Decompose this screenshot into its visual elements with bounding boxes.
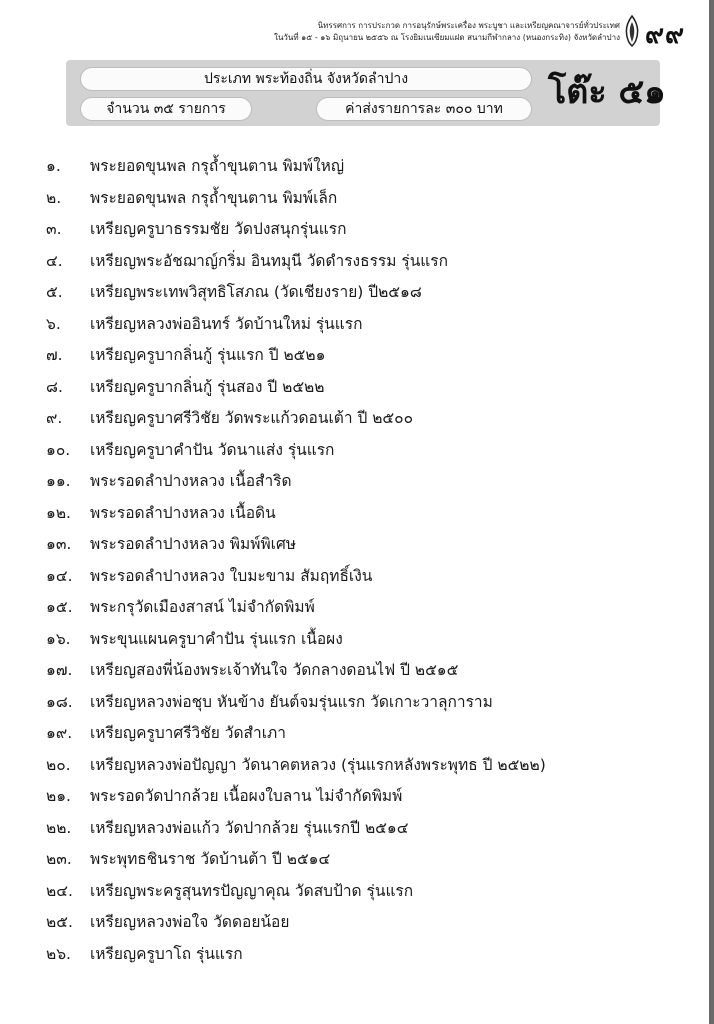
item-number: ๒๔.	[46, 881, 73, 900]
item-text: เหรียญครูบากลิ่นกู้ รุ่นแรก ปี ๒๕๒๑	[90, 346, 326, 364]
item-number: ๘.	[46, 377, 63, 396]
item-text: เหรียญครูบาคำปัน วัดนาแส่ง รุ่นแรก	[90, 440, 335, 459]
item-text: เหรียญครูบากลิ่นกู้ รุ่นสอง ปี ๒๕๒๒	[90, 377, 325, 396]
item-text: พระยอดขุนพล กรุถ้ำขุนตาน พิมพ์เล็ก	[90, 188, 338, 207]
item-text: เหรียญครูบาธรรมชัย วัดปงสนุกรุ่นแรก	[90, 220, 347, 238]
item-text: พระรอดลำปางหลวง เนื้อสำริด	[90, 472, 292, 490]
item-number: ๑๙.	[46, 724, 73, 742]
list-item	[46, 718, 646, 750]
item-number: ๑.	[46, 157, 61, 175]
item-number: ๙.	[46, 409, 63, 427]
item-number: ๒๐.	[46, 755, 71, 774]
item-number: ๒๖.	[46, 944, 71, 963]
list-item	[46, 403, 646, 435]
item-number: ๒.	[46, 188, 62, 207]
item-text: เหรียญพระครูสุนทรปัญญาคุณ วัดสบป้าด รุ่นแรก	[90, 881, 414, 900]
item-text: พระยอดขุนพล กรุถ้ำขุนตาน พิมพ์ใหญ่	[90, 157, 345, 175]
item-text: เหรียญครูบาโถ รุ่นแรก	[90, 944, 243, 963]
item-text: เหรียญครูบาศรีวิชัย วัดสำเภา	[90, 724, 286, 742]
page-header	[250, 20, 620, 44]
list-item	[46, 844, 646, 876]
list-item	[46, 561, 646, 593]
item-text: พระรอดลำปางหลวง พิมพ์พิเศษ	[90, 535, 297, 553]
list-item	[46, 340, 646, 372]
page-number: ๙๙	[645, 20, 686, 50]
list-item	[46, 750, 646, 782]
list-item	[46, 214, 646, 246]
item-number: ๑๑.	[46, 472, 71, 490]
list-item	[46, 813, 646, 845]
list-item	[46, 781, 646, 813]
list-item	[46, 183, 646, 215]
item-text: พระพุทธชินราช วัดบ้านต้า ปี ๒๕๑๔	[90, 850, 331, 868]
item-number: ๒๓.	[46, 850, 72, 868]
item-text: เหรียญหลวงพ่อปัญญา วัดนาคตหลวง (รุ่นแรกหลังพระพุทธ ปี ๒๕๒๒)	[90, 755, 546, 774]
item-number: ๑๖.	[46, 629, 71, 648]
list-item	[46, 592, 646, 624]
item-text: พระกรุวัดเมืองสาสน์ ไม่จำกัดพิมพ์	[90, 598, 315, 616]
item-number: ๑๔.	[46, 566, 73, 585]
header-event-date-venue: ในวันที่ ๑๕ - ๑๖ มิถุนายน ๒๕๕๖ ณ โรงยิมเนเซียมแฝด สนามกีฬากลาง (หนองกระทิง) จังหวัดลำปาง	[274, 33, 620, 42]
list-item	[46, 655, 646, 687]
list-item	[46, 435, 646, 467]
page-edge-shadow	[709, 0, 714, 1024]
item-text: พระรอดวัดปากล้วย เนื้อผงใบลาน ไม่จำกัดพิมพ์	[90, 787, 403, 805]
item-count: จำนวน ๓๕ รายการ	[80, 97, 252, 121]
item-text: เหรียญพระอัชฌาญ์กริ่ม อินทมุนี วัดดำรงธรรม รุ่นแรก	[90, 251, 449, 270]
item-number: ๔.	[46, 251, 63, 270]
list-item	[46, 246, 646, 278]
list-item	[46, 907, 646, 939]
item-number: ๑๗.	[46, 661, 73, 679]
table-label: โต๊ะ ๕๑	[548, 72, 666, 112]
entry-fee: ค่าส่งรายการละ ๓๐๐ บาท	[316, 97, 532, 121]
event-logo-icon	[622, 14, 642, 48]
item-number: ๑๓.	[46, 535, 72, 553]
item-number: ๒๕.	[46, 913, 73, 931]
category-banner	[66, 60, 666, 126]
list-item	[46, 151, 646, 183]
item-list	[46, 151, 646, 970]
list-item	[46, 372, 646, 404]
item-number: ๑๘.	[46, 692, 73, 711]
item-number: ๑๕.	[46, 598, 73, 616]
item-text: พระรอดลำปางหลวง ใบมะขาม สัมฤทธิ์เงิน	[90, 566, 373, 585]
item-number: ๒๒.	[46, 818, 72, 837]
list-item	[46, 309, 646, 341]
item-text: เหรียญหลวงพ่อใจ วัดดอยน้อย	[90, 913, 290, 931]
item-number: ๓.	[46, 220, 62, 238]
item-text: เหรียญพระเทพวิสุทธิโสภณ (วัดเชียงราย) ปี๒๕๑๘	[90, 283, 422, 301]
list-item	[46, 624, 646, 656]
item-text: เหรียญหลวงพ่อแก้ว วัดปากล้วย รุ่นแรกปี ๒๕๑๔	[90, 818, 409, 837]
list-item	[46, 498, 646, 530]
item-number: ๕.	[46, 283, 63, 301]
category-title: ประเภท พระท้องถิ่น จังหวัดลำปาง	[80, 67, 532, 91]
item-number: ๑๐.	[46, 440, 71, 459]
list-item	[46, 529, 646, 561]
list-item	[46, 687, 646, 719]
item-text: พระขุนแผนครูบาคำปัน รุ่นแรก เนื้อผง	[90, 629, 343, 648]
item-text: พระรอดลำปางหลวง เนื้อดิน	[90, 503, 276, 522]
item-number: ๖.	[46, 314, 61, 333]
item-number: ๗.	[46, 346, 63, 364]
item-text: เหรียญหลวงพ่ออินทร์ วัดบ้านใหม่ รุ่นแรก	[90, 314, 363, 333]
list-item	[46, 277, 646, 309]
item-text: เหรียญครูบาศรีวิชัย วัดพระแก้วดอนเต้า ปี ๒๕๐๐	[90, 409, 414, 427]
item-text: เหรียญหลวงพ่อชุบ หันข้าง ยันต์จมรุ่นแรก วัดเกาะวาลุการาม	[90, 692, 493, 711]
item-number: ๑๒.	[46, 503, 71, 522]
item-number: ๒๑.	[46, 787, 71, 805]
list-item	[46, 939, 646, 971]
item-text: เหรียญสองพี่น้องพระเจ้าทันใจ วัดกลางดอนไฟ ปี ๒๕๑๕	[90, 661, 459, 679]
list-item	[46, 876, 646, 908]
list-item	[46, 466, 646, 498]
header-event-title: นิทรรศการ การประกวด การอนุรักษ์พระเครื่อง พระบูชา และเหรียญคณาจารย์ทั่วประเทศ	[317, 21, 620, 30]
